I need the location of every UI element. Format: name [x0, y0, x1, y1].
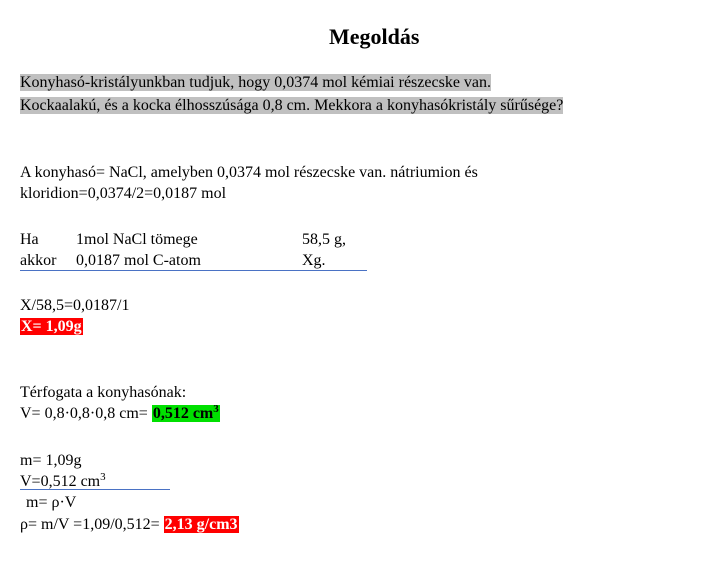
density-volume: V=0,512 $cm^3$ — [20, 471, 106, 490]
problem-text-2: Kockaalakú, és a kocka élhosszúsága 0,8 cm. Mekkora a konyhasókristály sűrűsége? — [20, 97, 564, 114]
problem-line-2 — [20, 96, 563, 116]
proportion-row-1-value: 58,5 g, — [302, 231, 346, 248]
problem-text-1: Konyhasó-kristályunkban tudjuk, hogy 0,0374 mol kémiai részecske van. — [20, 74, 492, 91]
volume-line — [20, 404, 220, 424]
proportion-row-2-word: akkor — [20, 252, 57, 269]
intro-line-2: kloridion=0,0374/2=0,0187 mol — [20, 185, 227, 202]
density-equation-line — [20, 515, 239, 535]
problem-line-1 — [20, 73, 491, 93]
intro-line-1: A konyhasó= NaCl, amelyben 0,0374 mol részecske van. nátriumion és — [20, 164, 478, 181]
density-divider — [20, 489, 170, 490]
density-equation: ρ= m/V =1,09/0,512= — [20, 516, 160, 533]
volume-equation: V= 0,8·0,8·0,8 cm= — [20, 405, 148, 422]
volume-result: 0,512 $cm^3$ — [152, 403, 219, 422]
density-mass: m= 1,09g — [20, 452, 82, 469]
proportion-row-2-value: Xg. — [302, 252, 326, 269]
mass-equation: X/58,5=0,0187/1 — [20, 297, 130, 314]
density-formula: m= ρ·V — [26, 494, 77, 511]
volume-heading: Térfogata a konyhasónak: — [20, 384, 187, 401]
mass-result-line — [20, 317, 83, 337]
proportion-row-1-word: Ha — [20, 231, 39, 248]
mass-result: X= 1,09g — [21, 318, 82, 335]
proportion-row-2-text: 0,0187 mol C-atom — [76, 252, 201, 269]
proportion-divider — [20, 270, 367, 271]
proportion-row-1-text: 1mol NaCl tömege — [76, 231, 198, 248]
density-result: 2,13 g/cm3 — [164, 516, 238, 533]
page-title: Megoldás — [329, 24, 420, 49]
